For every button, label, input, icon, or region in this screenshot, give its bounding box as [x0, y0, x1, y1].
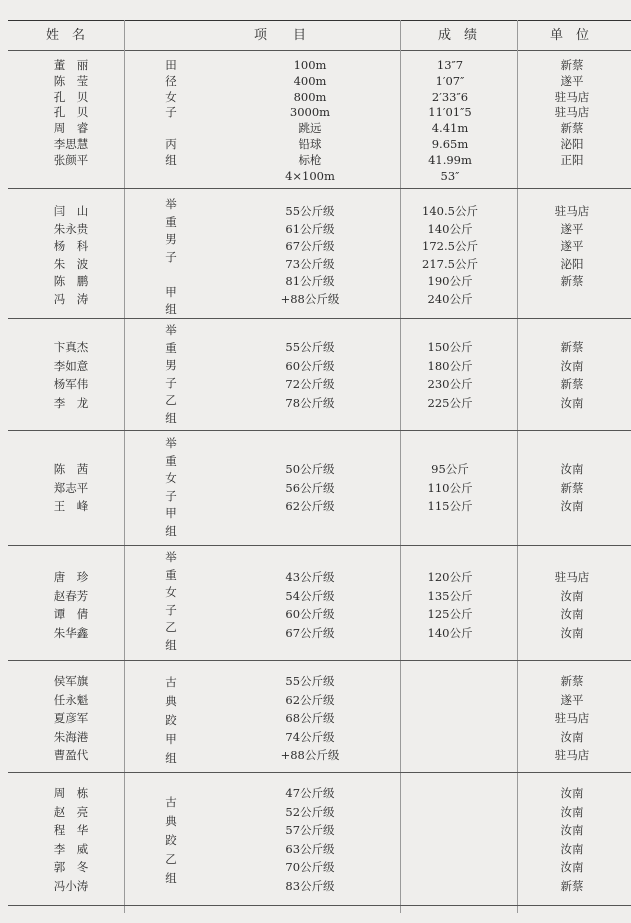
unit-name: 驻马店	[554, 748, 590, 763]
header-bottom-rule	[8, 50, 631, 51]
event-name: 62公斤级	[285, 499, 335, 514]
event-name: 73公斤级	[285, 256, 335, 271]
athlete-name: 冯 涛	[53, 292, 89, 306]
athlete-name: 卞真杰	[53, 340, 89, 354]
event-name: 56公斤级	[285, 480, 335, 495]
section-divider	[8, 188, 631, 189]
category-char: 组	[165, 637, 177, 652]
athlete-name: 张颜平	[53, 152, 89, 167]
result-value: 172.5公斤	[422, 239, 478, 254]
event-name: 61公斤级	[285, 221, 335, 236]
unit-name: 驻马店	[554, 711, 590, 726]
athlete-name: 程 华	[53, 823, 89, 838]
event-name: 55公斤级	[285, 204, 335, 218]
event-name: 74公斤级	[285, 729, 335, 744]
header-event: 项 目	[254, 28, 307, 43]
unit-name: 驻马店	[554, 105, 590, 120]
athlete-name: 周 栋	[53, 786, 89, 800]
unit-name: 新蔡	[560, 274, 584, 289]
category-char: 甲	[165, 506, 177, 520]
athlete-name: 赵 亮	[53, 804, 89, 819]
athlete-name: 陈 茜	[53, 462, 89, 476]
result-value: 9.65m	[431, 137, 469, 151]
event-name: +88公斤级	[280, 292, 340, 306]
athlete-name: 朱 波	[53, 256, 89, 271]
athlete-name: 王 峰	[53, 499, 89, 514]
unit-name: 新蔡	[560, 674, 584, 688]
result-value: 53″	[440, 168, 460, 183]
category-char: 举	[165, 550, 177, 564]
unit-name: 驻马店	[554, 89, 590, 104]
event-name: 60公斤级	[285, 358, 335, 373]
event-name: 跳远	[298, 121, 322, 136]
athlete-name: 郑志平	[53, 480, 89, 495]
category-char: 甲	[165, 284, 177, 299]
athlete-name: 赵春芳	[53, 588, 89, 603]
result-value: 140公斤	[427, 625, 473, 640]
category-char: 乙	[165, 852, 177, 866]
event-name: 57公斤级	[285, 823, 335, 838]
athlete-name: 陈 莹	[53, 73, 89, 88]
unit-name: 汝南	[560, 786, 584, 800]
athlete-name: 任永魁	[53, 692, 89, 707]
category-char: 乙	[165, 620, 177, 634]
table-top-rule	[8, 20, 631, 21]
athlete-name: 夏彦军	[53, 711, 89, 726]
column-divider	[124, 20, 125, 913]
athlete-name: 杨军伟	[53, 377, 89, 392]
event-name: 400m	[293, 73, 327, 88]
athlete-name: 孔 贝	[53, 105, 89, 120]
unit-name: 遂平	[560, 692, 584, 707]
unit-name: 新蔡	[560, 340, 584, 354]
unit-name: 遂平	[560, 73, 584, 88]
category-char: 重	[165, 453, 177, 468]
event-name: 3000m	[289, 105, 331, 120]
result-value: 150公斤	[427, 340, 473, 354]
category-char: 重	[165, 340, 177, 355]
unit-name: 汝南	[560, 841, 584, 856]
category-char: 组	[165, 152, 177, 167]
unit-name: 汝南	[560, 358, 584, 373]
category-char: 跤	[165, 713, 177, 727]
unit-name: 新蔡	[560, 377, 584, 392]
unit-name: 汝南	[560, 395, 584, 410]
category-char: 举	[165, 436, 177, 450]
header-name: 姓 名	[46, 28, 86, 43]
category-char: 子	[165, 375, 177, 390]
event-name: 55公斤级	[285, 674, 335, 688]
event-name: 100m	[293, 58, 327, 72]
result-value: 115公斤	[427, 499, 473, 514]
section-divider	[8, 430, 631, 431]
unit-name: 遂平	[560, 221, 584, 236]
event-name: 52公斤级	[285, 804, 335, 819]
unit-name: 泌阳	[560, 137, 584, 151]
result-value: 217.5公斤	[422, 256, 478, 271]
unit-name: 汝南	[560, 607, 584, 622]
event-name: 68公斤级	[285, 711, 335, 726]
event-name: 标枪	[298, 152, 322, 167]
unit-name: 泌阳	[560, 256, 584, 271]
event-name: 铅球	[298, 137, 322, 151]
event-name: 62公斤级	[285, 692, 335, 707]
athlete-name: 杨 科	[53, 239, 89, 254]
category-char: 组	[165, 410, 177, 425]
athlete-name: 陈 鹏	[53, 274, 89, 289]
category-char: 组	[165, 302, 177, 316]
unit-name: 汝南	[560, 462, 584, 476]
unit-name: 正阳	[560, 152, 584, 167]
category-char: 女	[165, 585, 177, 599]
event-name: 72公斤级	[285, 377, 335, 392]
category-char: 丙	[165, 137, 177, 151]
result-value: 140.5公斤	[422, 204, 478, 218]
category-char: 举	[165, 197, 177, 211]
result-value: 11′01″5	[428, 105, 472, 120]
event-name: 78公斤级	[285, 395, 335, 410]
event-name: 81公斤级	[285, 274, 335, 289]
event-name: 50公斤级	[285, 462, 335, 476]
athlete-name: 李 威	[53, 841, 89, 856]
category-char: 典	[165, 694, 177, 708]
athlete-name: 闫 山	[53, 204, 89, 218]
event-name: 43公斤级	[285, 570, 335, 584]
result-value: 190公斤	[427, 274, 473, 289]
result-value: 135公斤	[427, 588, 473, 603]
result-value: 120公斤	[427, 570, 473, 584]
category-char: 男	[165, 358, 177, 372]
category-char: 组	[165, 751, 177, 765]
unit-name: 汝南	[560, 804, 584, 819]
header-unit: 单 位	[550, 28, 590, 43]
event-name: 60公斤级	[285, 607, 335, 622]
section-divider	[8, 772, 631, 773]
event-name: 47公斤级	[285, 786, 335, 800]
category-char: 子	[165, 488, 177, 503]
category-char: 组	[165, 871, 177, 885]
result-value: 13″7	[436, 58, 464, 72]
category-char: 举	[165, 323, 177, 337]
category-char: 子	[165, 249, 177, 264]
athlete-name: 李 龙	[53, 395, 89, 410]
athlete-name: 朱海港	[53, 729, 89, 744]
category-char: 田	[165, 58, 177, 72]
event-name: 54公斤级	[285, 588, 335, 603]
unit-name: 新蔡	[560, 121, 584, 136]
category-char: 典	[165, 814, 177, 828]
athlete-name: 李思慧	[53, 137, 89, 151]
event-name: 67公斤级	[285, 625, 335, 640]
category-char: 径	[165, 73, 177, 88]
unit-name: 驻马店	[554, 570, 590, 584]
result-value: 125公斤	[427, 607, 473, 622]
category-char: 男	[165, 232, 177, 246]
unit-name: 汝南	[560, 729, 584, 744]
athlete-name: 冯小涛	[53, 879, 89, 893]
result-value: 41.99m	[428, 152, 472, 167]
unit-name: 汝南	[560, 860, 584, 875]
category-char: 跤	[165, 833, 177, 847]
unit-name: 汝南	[560, 625, 584, 640]
unit-name: 汝南	[560, 823, 584, 838]
event-name: 70公斤级	[285, 860, 335, 875]
category-char: 女	[165, 89, 177, 104]
athlete-name: 朱永贵	[53, 221, 89, 236]
unit-name: 新蔡	[560, 58, 584, 72]
result-value: 95公斤	[431, 462, 469, 476]
event-name: 800m	[293, 89, 327, 104]
result-value: 4.41m	[431, 121, 469, 136]
category-char: 女	[165, 471, 177, 485]
category-char: 古	[165, 795, 177, 809]
result-value: 110公斤	[427, 480, 473, 495]
table-bottom-rule	[8, 905, 631, 906]
athlete-name: 李如意	[53, 358, 89, 373]
unit-name: 驻马店	[554, 204, 590, 218]
section-divider	[8, 545, 631, 546]
athlete-name: 曹盈代	[53, 748, 89, 763]
unit-name: 汝南	[560, 499, 584, 514]
unit-name: 新蔡	[560, 879, 584, 893]
athlete-name: 周 睿	[53, 121, 89, 136]
unit-name: 汝南	[560, 588, 584, 603]
result-value: 140公斤	[427, 221, 473, 236]
athlete-name: 朱华鑫	[53, 625, 89, 640]
header-result: 成 绩	[438, 28, 478, 43]
result-value: 225公斤	[427, 395, 473, 410]
category-char: 乙	[165, 393, 177, 407]
section-divider	[8, 318, 631, 319]
event-name: 55公斤级	[285, 340, 335, 354]
unit-name: 新蔡	[560, 480, 584, 495]
result-value: 240公斤	[427, 292, 473, 306]
result-value: 230公斤	[427, 377, 473, 392]
athlete-name: 郭 冬	[53, 860, 89, 875]
athlete-name: 侯军旗	[53, 674, 89, 688]
event-name: 63公斤级	[285, 841, 335, 856]
section-divider	[8, 660, 631, 661]
unit-name: 遂平	[560, 239, 584, 254]
category-char: 重	[165, 214, 177, 229]
category-char: 子	[165, 105, 177, 120]
athlete-name: 唐 珍	[53, 570, 89, 584]
event-name: +88公斤级	[280, 748, 340, 763]
event-name: 4×100m	[285, 168, 335, 183]
category-char: 组	[165, 523, 177, 538]
event-name: 83公斤级	[285, 879, 335, 893]
result-value: 2′33″6	[431, 89, 469, 104]
category-char: 子	[165, 602, 177, 617]
category-char: 重	[165, 567, 177, 582]
athlete-name: 孔 贝	[53, 89, 89, 104]
category-char: 古	[165, 675, 177, 689]
result-value: 1′07″	[435, 73, 465, 88]
event-name: 67公斤级	[285, 239, 335, 254]
result-value: 180公斤	[427, 358, 473, 373]
athlete-name: 董 丽	[53, 58, 89, 72]
category-char: 甲	[165, 732, 177, 746]
athlete-name: 谭 倩	[53, 607, 89, 622]
